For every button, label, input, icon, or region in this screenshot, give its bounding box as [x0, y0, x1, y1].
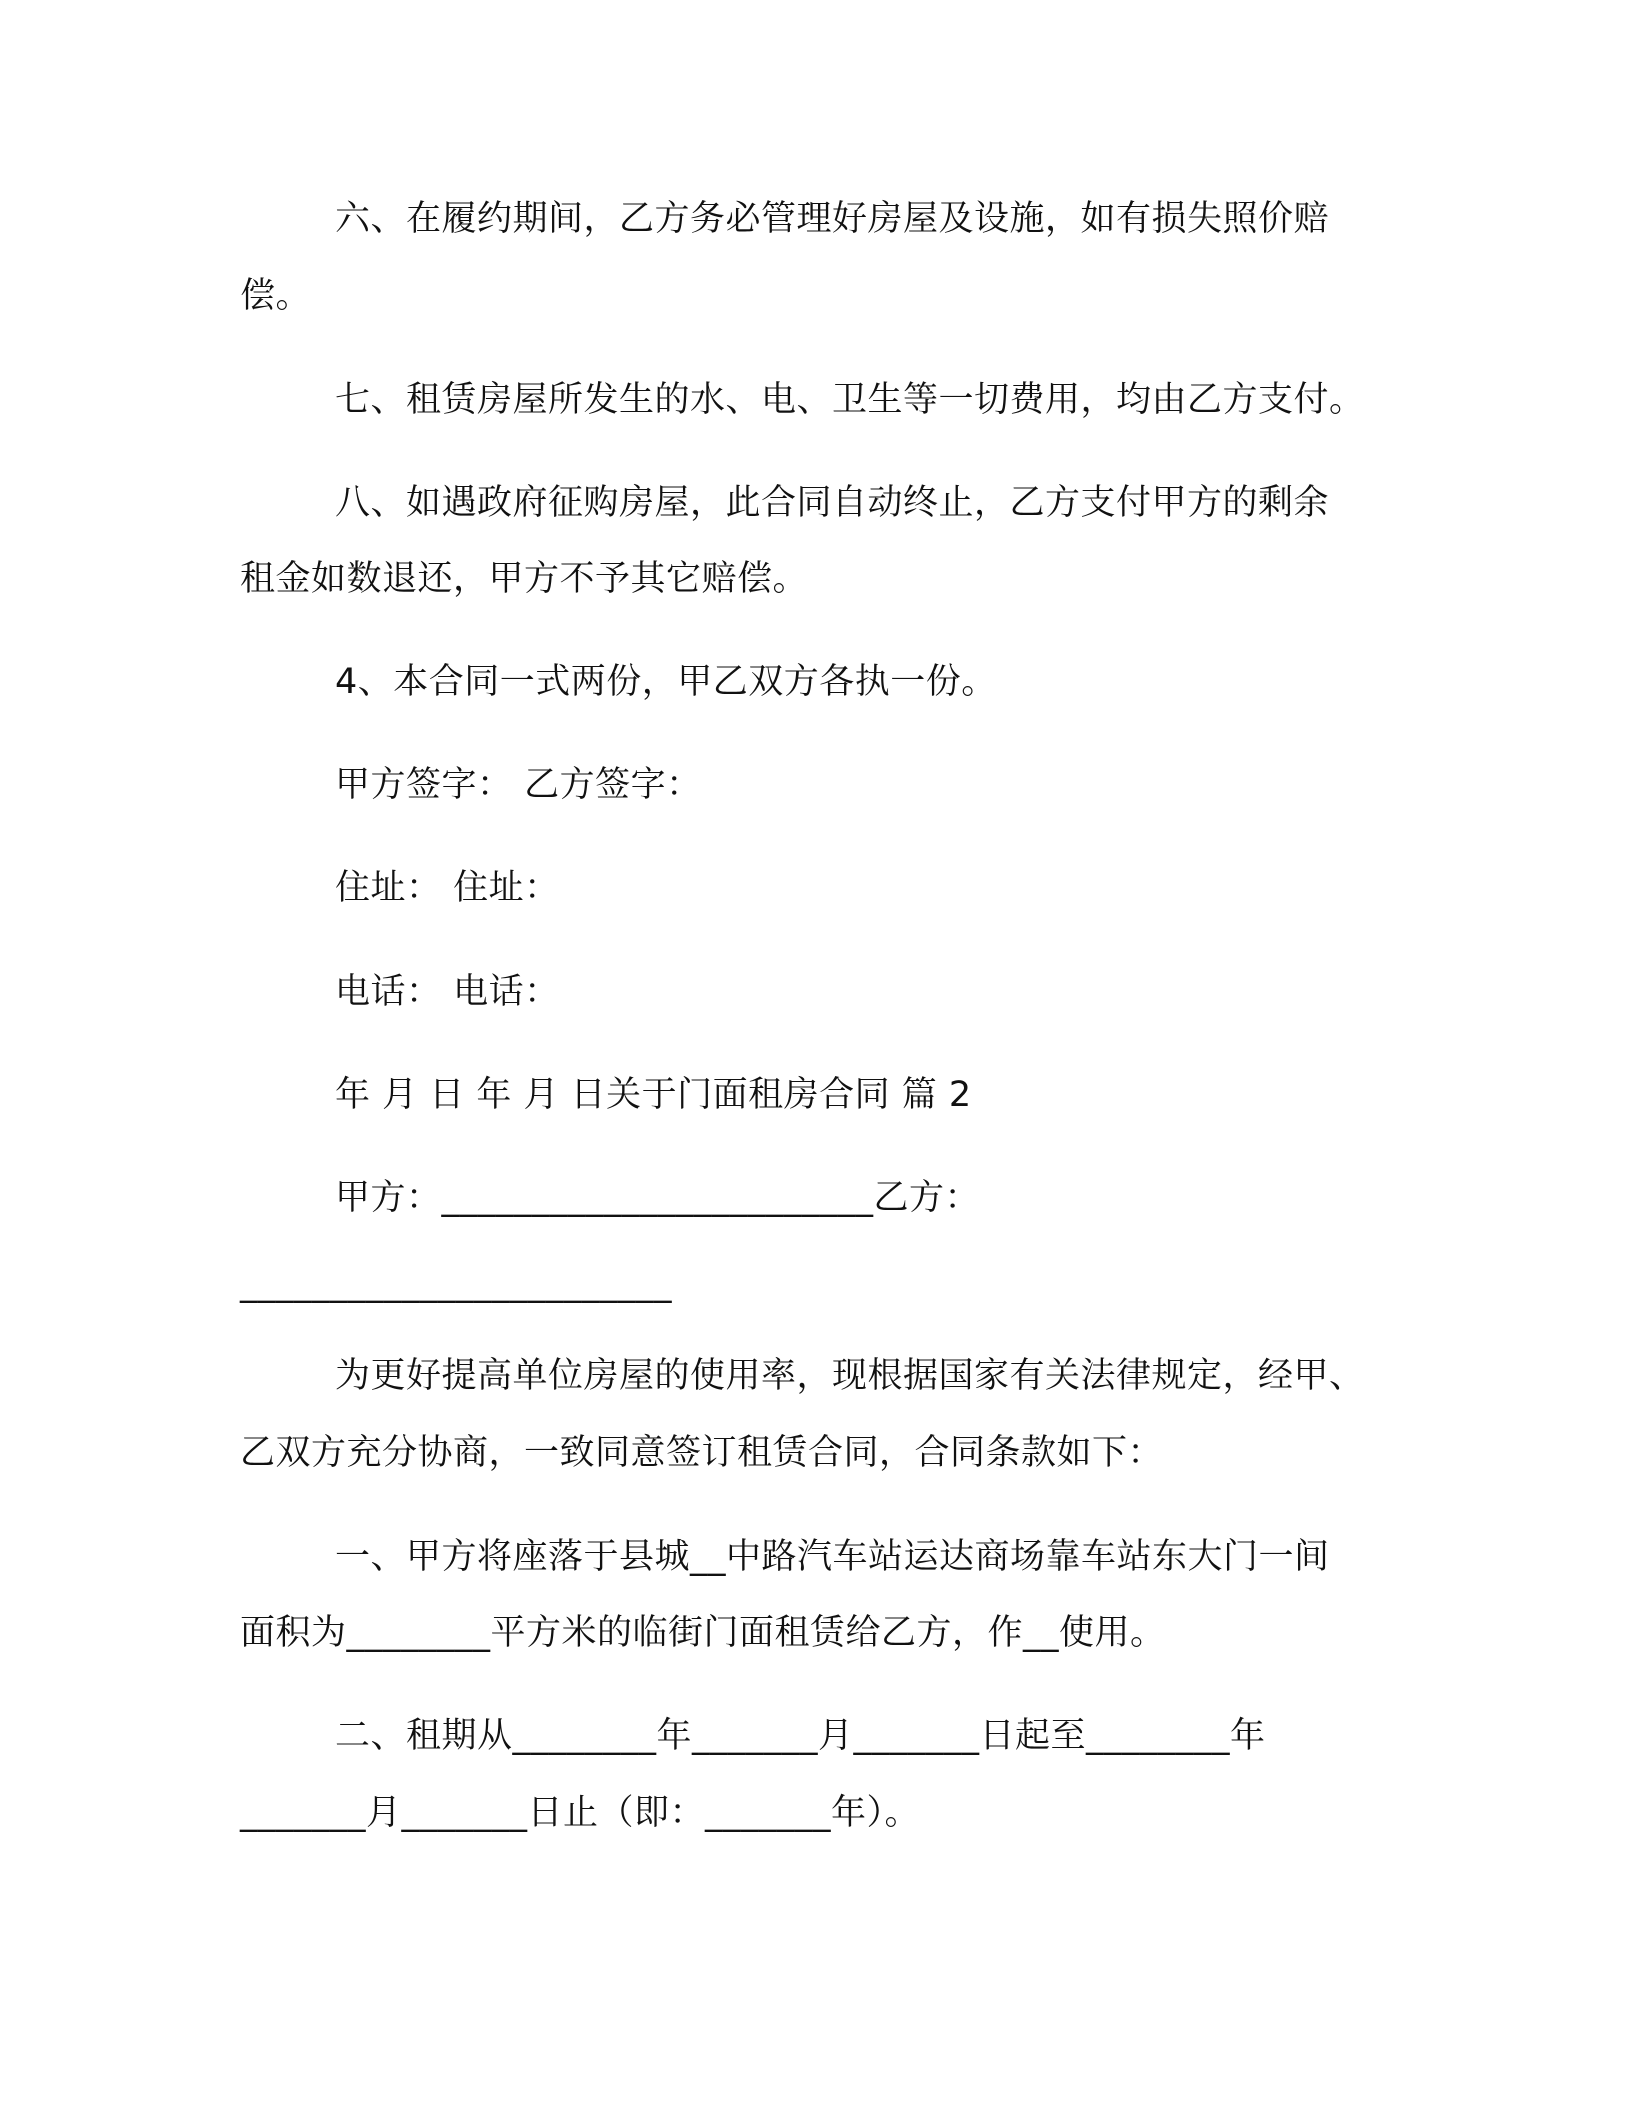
date-and-section-title: 年 月 日 年 月 日关于门面租房合同 篇 2	[335, 1075, 972, 1115]
clause-two-line-1: 二、租期从________年_______月_______日起至________年	[335, 1716, 1266, 1756]
clause-eight-line-2: 租金如数退还，甲方不予其它赔偿。	[240, 559, 809, 599]
signature-line: 甲方签字： 乙方签字：	[335, 765, 702, 805]
clause-one-line-1: 一、甲方将座落于县城__中路汽车站运达商场靠车站东大门一间	[335, 1537, 1330, 1577]
party-line: 甲方：________________________乙方：	[335, 1178, 981, 1218]
address-line: 住址： 住址：	[335, 868, 560, 908]
clause-six-line-2: 偿。	[240, 276, 312, 316]
clause-one-line-2: 面积为________平方米的临街门面租赁给乙方，作__使用。	[240, 1613, 1166, 1653]
phone-line: 电话： 电话：	[335, 972, 560, 1012]
preamble-line-2: 乙双方充分协商，一致同意签订租赁合同，合同条款如下：	[240, 1433, 1164, 1473]
clause-six-line-1: 六、在履约期间，乙方务必管理好房屋及设施，如有损失照价赔	[335, 199, 1330, 239]
preamble-line-1: 为更好提高单位房屋的使用率，现根据国家有关法律规定，经甲、	[335, 1356, 1365, 1396]
clause-two-line-2: _______月_______日止（即：_______年）。	[240, 1793, 921, 1833]
clause-seven: 七、租赁房屋所发生的水、电、卫生等一切费用，均由乙方支付。	[335, 380, 1365, 420]
party-line-continued: ________________________	[240, 1264, 672, 1304]
clause-eight-line-1: 八、如遇政府征购房屋，此合同自动终止，乙方支付甲方的剩余	[335, 483, 1330, 523]
clause-copies: 4、本合同一式两份，甲乙双方各执一份。	[335, 662, 997, 702]
